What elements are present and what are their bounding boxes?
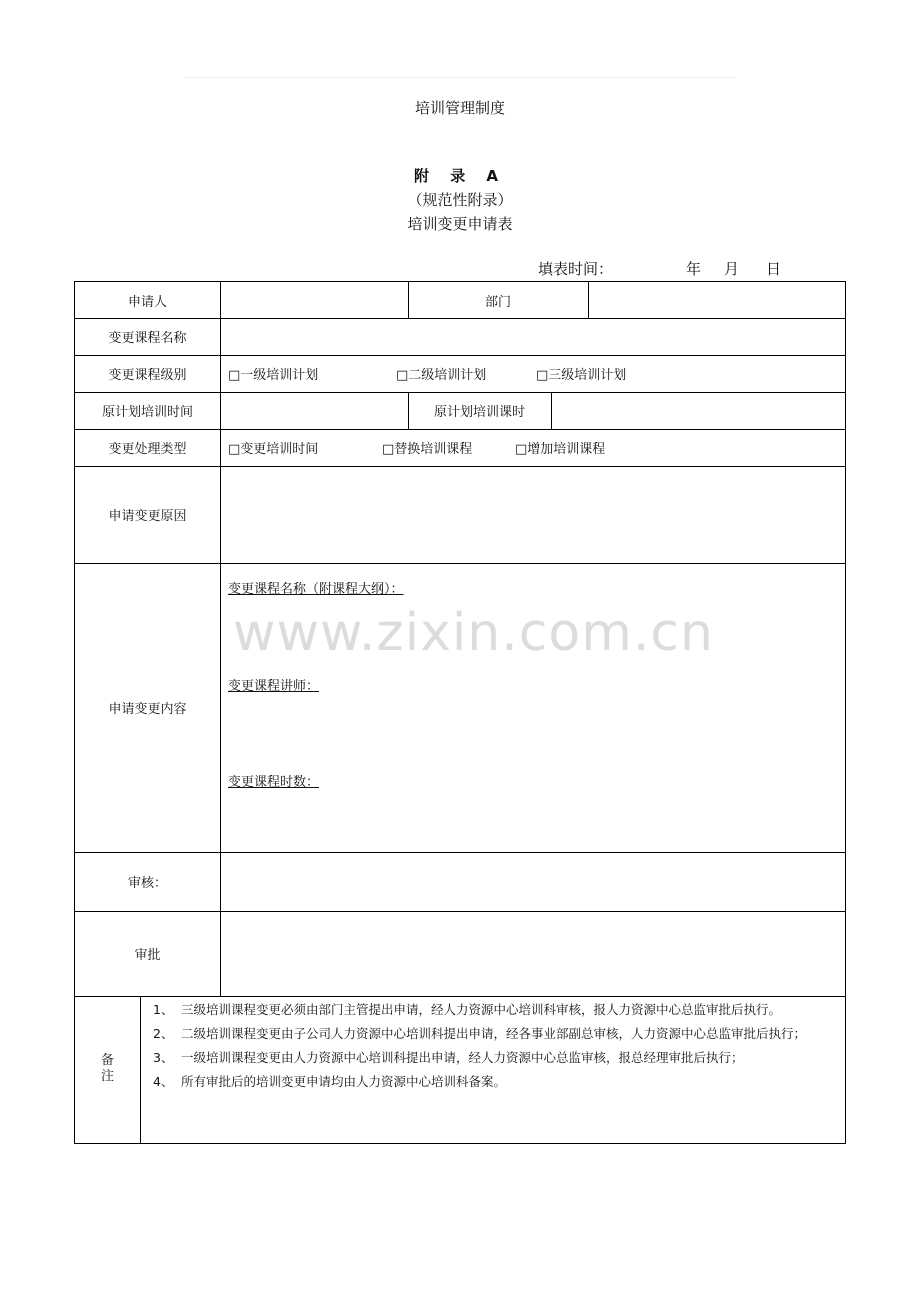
note-item [145, 1022, 845, 1046]
content-hours: 变更课程时数： [228, 774, 320, 790]
note-item [145, 998, 845, 1022]
review-label: 审核： [127, 876, 167, 891]
note-text: 三级培训课程变更必须由部门主管提出申请，经人力资源中心培训科审核，报人力资源中心总监审批后执行。 [181, 1002, 782, 1017]
approval-field[interactable] [221, 911, 845, 996]
level-option-2[interactable]: □二级培训计划 [396, 368, 487, 383]
note-text: 一级培训课程变更由人力资源中心培训科提出申请，经人力资源中心总监审核，报总经理审批后执行； [181, 1050, 744, 1065]
approval-label: 审批 [134, 948, 161, 963]
watermark: www.zixin.com.cn [233, 603, 714, 663]
notes-label [75, 996, 140, 1142]
notes-section [75, 996, 845, 1143]
fill-date-day: 日 [766, 260, 782, 278]
note-text: 二级培训课程变更由子公司人力资源中心培训科提出申请，经各事业部副总审核，人力资源中心总监审批后执行； [181, 1026, 807, 1041]
form-title: 培训变更申请表 [407, 215, 513, 233]
notes-label-char-2: 注 [100, 1069, 114, 1084]
note-number: 2、 [153, 1026, 174, 1041]
header-rule [185, 77, 735, 78]
content-instructor: 变更课程讲师： [228, 678, 320, 694]
document-title: 培训管理制度 [414, 99, 505, 117]
note-item [145, 1070, 845, 1094]
fill-date [538, 258, 781, 279]
reason-label: 申请变更原因 [108, 509, 187, 524]
note-item [145, 1046, 845, 1070]
applicant-field[interactable] [221, 282, 408, 318]
course-name-label: 变更课程名称 [108, 331, 187, 346]
fill-date-month: 月 [724, 260, 740, 278]
type-option-2[interactable]: □替换培训课程 [382, 442, 473, 457]
notes-list [145, 998, 845, 1094]
note-text: 所有审批后的培训变更申请均由人力资源中心培训科备案。 [181, 1074, 507, 1089]
change-request-form [74, 281, 846, 1144]
type-option-1[interactable]: □变更培训时间 [228, 442, 319, 457]
orig-time-label: 原计划培训时间 [101, 405, 193, 420]
course-name-field[interactable] [221, 318, 845, 355]
reason-field[interactable] [221, 466, 845, 563]
note-number: 3、 [153, 1050, 174, 1065]
course-level-label: 变更课程级别 [108, 368, 187, 383]
orig-hours-label: 原计划培训课时 [433, 405, 525, 420]
level-option-3[interactable]: □三级培训计划 [536, 368, 627, 383]
note-number: 1、 [153, 1002, 174, 1017]
type-option-3[interactable]: □增加培训课程 [515, 442, 606, 457]
level-option-1[interactable]: □一级培训计划 [228, 368, 319, 383]
applicant-label: 申请人 [127, 294, 167, 310]
orig-time-field[interactable] [221, 392, 408, 429]
fill-date-label: 填表时间： [538, 260, 614, 278]
department-field[interactable] [589, 282, 845, 318]
change-type-label: 变更处理类型 [108, 442, 187, 457]
department-label: 部门 [484, 294, 511, 310]
content-label: 申请变更内容 [108, 702, 187, 717]
notes-label-char-1: 备 [100, 1053, 114, 1068]
fill-date-year: 年 [686, 260, 702, 278]
orig-hours-field[interactable] [552, 392, 845, 429]
review-field[interactable] [221, 852, 845, 911]
note-number: 4、 [153, 1074, 174, 1089]
content-course-name: 变更课程名称（附课程大纲）： [228, 581, 404, 597]
appendix-title: 附 录 A [413, 167, 507, 185]
appendix-subtitle: （规范性附录） [407, 191, 513, 209]
